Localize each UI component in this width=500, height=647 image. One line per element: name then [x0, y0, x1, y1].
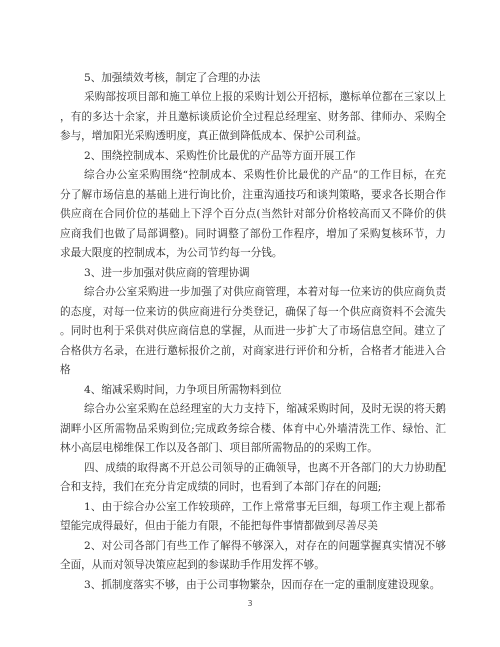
paragraph-line: 综合办公室采购围绕“控制成本、采购性价比最优的产品”的工作目标，在充: [84, 169, 446, 181]
heading-performance: 5、加强绩效考核，制定了合理的办法: [84, 72, 261, 84]
paragraph-line: ，有的多达十余家，并且邀标谈质论价全过程总经理室、财务部、律师办、采购全: [60, 111, 446, 123]
paragraph-line: 格: [60, 364, 71, 376]
paragraph-line: 供应商在合同价位的基础上下浮个百分点(当然针对部分价格较高而又不降价的供: [60, 208, 446, 220]
page-number: 3: [247, 599, 253, 608]
paragraph-line: 。同时也利于采供对供应商信息的掌握，从而进一步扩大了市场信息空间。建立了: [60, 325, 446, 337]
paragraph-line: 综合办公室采购在总经理室的大力支持下，缩减采购时间，及时无误的将天鹅: [84, 403, 446, 415]
paragraph-line: 应商我们也做了局部调整)。同时调整了部份工作程序，增加了采购复核环节，力: [60, 228, 446, 240]
heading-supplier-management: 3、进一步加强对供应商的管理协调: [84, 267, 250, 279]
paragraph-line: 综合办公室采购进一步加强了对供应商管理，本着对每一位来访的供应商负责: [84, 286, 446, 298]
paragraph-line: 2、对公司各部门有些工作了解得不够深入，对存在的问题掌握真实情况不够: [84, 540, 446, 552]
heading-procurement-time: 4、缩减采购时间，力争项目所需物料到位: [84, 384, 282, 396]
paragraph-line: 全面，从而对领导决策应起到的参谋助手作用发挥不够。: [60, 559, 325, 571]
paragraph-line: 的态度，对每一位来访的供应商进行分类登记，确保了每一个供应商资料不会流失: [60, 306, 446, 318]
paragraph-line: 湖畔小区所需物品采购到位;完成政务综合楼、体育中心外墙清洗工作、绿怡、汇: [60, 423, 446, 435]
paragraph-line: 参与，增加阳光采购透明度，真正做到降低成本、保护公司利益。: [60, 130, 368, 142]
paragraph-line: 求最大限度的控制成本，为公司节约每一分钱。: [60, 247, 283, 259]
paragraph-line: 合和支持，我们在充分肯定成绩的同时，也看到了本部门存在的问题;: [60, 481, 382, 493]
paragraph-line: 林小高层电梯维保工作以及各部门、项目部所需物品的的采购工作。: [60, 442, 378, 454]
paragraph-line: 3、抓制度落实不够，由于公司事物繁杂，因而存在一定的重制度建设现象。: [84, 579, 441, 591]
heading-cost-control: 2、围绕控制成本、采购性价比最优的产品等方面开展工作: [84, 150, 356, 162]
paragraph-line: 分了解市场信息的基础上进行询比价，注重沟通技巧和谈判策略，要求各长期合作: [60, 189, 446, 201]
paragraph-line: 采购部按项目部和施工单位上报的采购计划公开招标，邀标单位都在三家以上: [84, 91, 446, 103]
paragraph-line: 四、成绩的取得离不开总公司领导的正确领导，也离不开各部门的大力协助配: [84, 462, 446, 474]
paragraph-line: 望能完成得最好，但由于能力有限，不能把每件事情都做到尽善尽美: [60, 520, 378, 532]
paragraph-line: 合格供方名录，在进行邀标报价之前，对商家进行评价和分析，合格者才能进入合: [60, 345, 446, 357]
paragraph-line: 1、由于综合办公室工作较琐碎，工作上常常事无巨细，每项工作主观上都希: [84, 501, 446, 513]
